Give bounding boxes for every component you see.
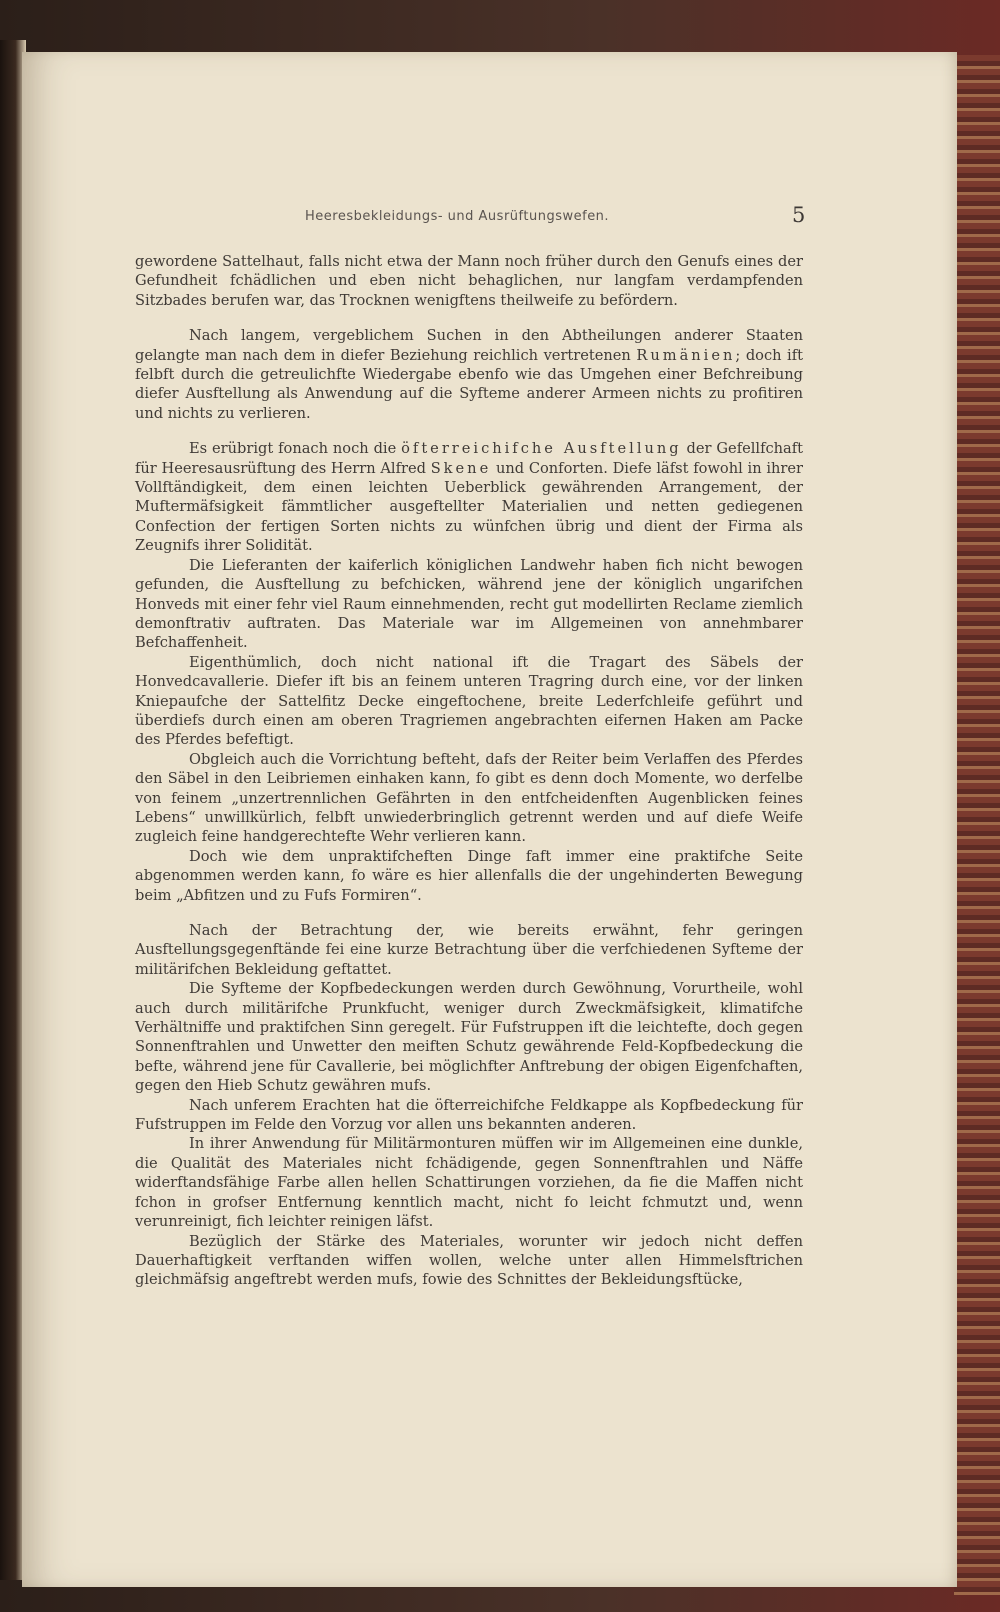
paragraph-8: Nach der Betrachtung der, wie bereits erwähnt, fehr geringen Ausftellungsgegenftände fei eine kurze Betrachtung über die verfchiedenen Syfteme der militärifchen Bekleidung geftattet. [135, 922, 803, 978]
paragraph-6: Obgleich auch die Vorrichtung befteht, dafs der Reiter beim Verlaffen des Pferdes den Säbel in den Leibriemen einhaken kann, fo gibt es denn doch Momente, wo derfelbe von feinem „unzertrennlichen Gefährten in den entfcheidenften Augenblicken feines Lebens“ unwillkürlich, felbft unwiederbringlich getrennt werden und auf diefe Weife zugleich feine handgerechtefte Wehr verlieren kann. [135, 750, 803, 846]
spaced-emphasis: öfterreichifche Ausftellung [401, 440, 682, 458]
paragraph-2: Nach langem, vergeblichem Suchen in den Abtheilungen anderer Staaten gelangte man nach dem in diefer Beziehung reichlich vertretenen Rumänien; doch ift felbft durch die getreulichfte Wiedergabe ebenfo wie das Umgehen einer Befchreibung diefer Ausftellung als Anwendung auf die Syfteme anderer Armeen nichts zu profitiren und nichts zu verlieren. [135, 327, 803, 422]
page-header [22, 203, 957, 237]
paragraph-1: gewordene Sattelhaut, falls nicht etwa der Mann noch früher durch den Genufs eines der Gefundheit fchädlichen und eben nicht behaglichen, nur langfam verdampfenden Sitzbades berufen war, das Trocknen wenigftens theilweife zu befördern. [135, 253, 803, 309]
book-page [22, 52, 957, 1587]
page-number: 5 [792, 203, 806, 227]
paragraph-11: In ihrer Anwendung für Militärmonturen müffen wir im Allgemeinen eine dunkle, die Qualität des Materiales nicht fchädigende, gegen Sonnenftrahlen und Näffe widerftandsfähige Farbe allen hellen Schattirungen vorziehen, da fie die Maffen nicht fchon in grofser Entfernung kenntlich macht, nicht fo leicht fchmutzt und, wenn verunreinigt, fich leichter reinigen läfst. [135, 1135, 803, 1231]
running-head: Heeresbekleidungs- und Ausrüftungswefen. [305, 209, 610, 224]
paragraph-7: Doch wie dem unpraktifcheften Dinge faft immer eine praktifche Seite abgenommen werden kann, fo wäre es hier allenfalls die der ungehinderten Bewegung beim „Abfitzen und zu Fufs Formiren“. [135, 847, 803, 904]
paragraph-12: Bezüglich der Stärke des Materiales, worunter wir jedoch nicht deffen Dauerhaftigkeit verftanden wiffen wollen, welche unter allen Himmelsftrichen gleichmäfsig angeftrebt werden mufs, fowie des Schnittes der Bekleidungsftücke, [135, 1232, 803, 1289]
paragraph-10: Nach unferem Erachten hat die öfterreichifche Feldkappe als Kopfbedeckung für Fufstruppen im Felde den Vorzug vor allen uns bekannten anderen. [135, 1096, 803, 1134]
paragraph-9: Die Syfteme der Kopfbedeckungen werden durch Gewöhnung, Vorurtheile, wohl auch durch militärifche Prunkfucht, weniger durch Zweckmäfsigkeit, klimatifche Verhältniffe und praktifchen Sinn geregelt. Für Fufstruppen ift die leichtefte, doch gegen Sonnenftrahlen und Unwetter den meiften Schutz gewährende Feld-Kopfbedeckung die befte, während jene für Cavallerie, bei möglichfter Anftrebung der obigen Eigenfchaften, gegen den Hieb Schutz gewähren mufs. [135, 980, 803, 1095]
paragraph-5: Eigenthümlich, doch nicht national ift die Tragart des Säbels der Honvedcavallerie. Diefer ift bis an feinem unteren Tragring durch eine, vor der linken Kniepaufche der Sattelfitz Decke eingeftochene, breite Lederfchleife geführt und überdiefs durch einen am oberen Tragriemen angebrachten eifernen Haken am Packe des Pferdes befeftigt. [135, 653, 803, 749]
page-body [135, 252, 803, 1290]
paragraph-3: Es erübrigt fonach noch die öfterreichifche Ausftellung der Gefellfchaft für Heeresausrüftung des Herrn Alfred Skene und Conforten. Diefe läfst fowohl in ihrer Vollftändigkeit, dem einen leichten Ueberblick gewährenden Arrangement, der Muftermäfsigkeit fämmtlicher ausgeftellter Materialien und netten gediegenen Confection der fertigen Sorten nichts zu wünfchen übrig und dient der Firma als Zeugnifs ihrer Solidität. [135, 440, 804, 555]
marbled-cover-edge [954, 55, 1000, 1595]
spaced-emphasis: Rumänien [636, 346, 736, 364]
spaced-emphasis: Skene [430, 459, 492, 477]
paragraph-4: Die Lieferanten der kaiferlich königlichen Landwehr haben fich nicht bewogen gefunden, die Ausftellung zu befchicken, während jene der königlich ungarifchen Honveds mit einer fehr viel Raum einnehmenden, recht gut modellirten Reclame ziemlich demonftrativ auftraten. Das Materiale war im Allgemeinen von annehmbarer Befchaffenheit. [135, 556, 803, 652]
